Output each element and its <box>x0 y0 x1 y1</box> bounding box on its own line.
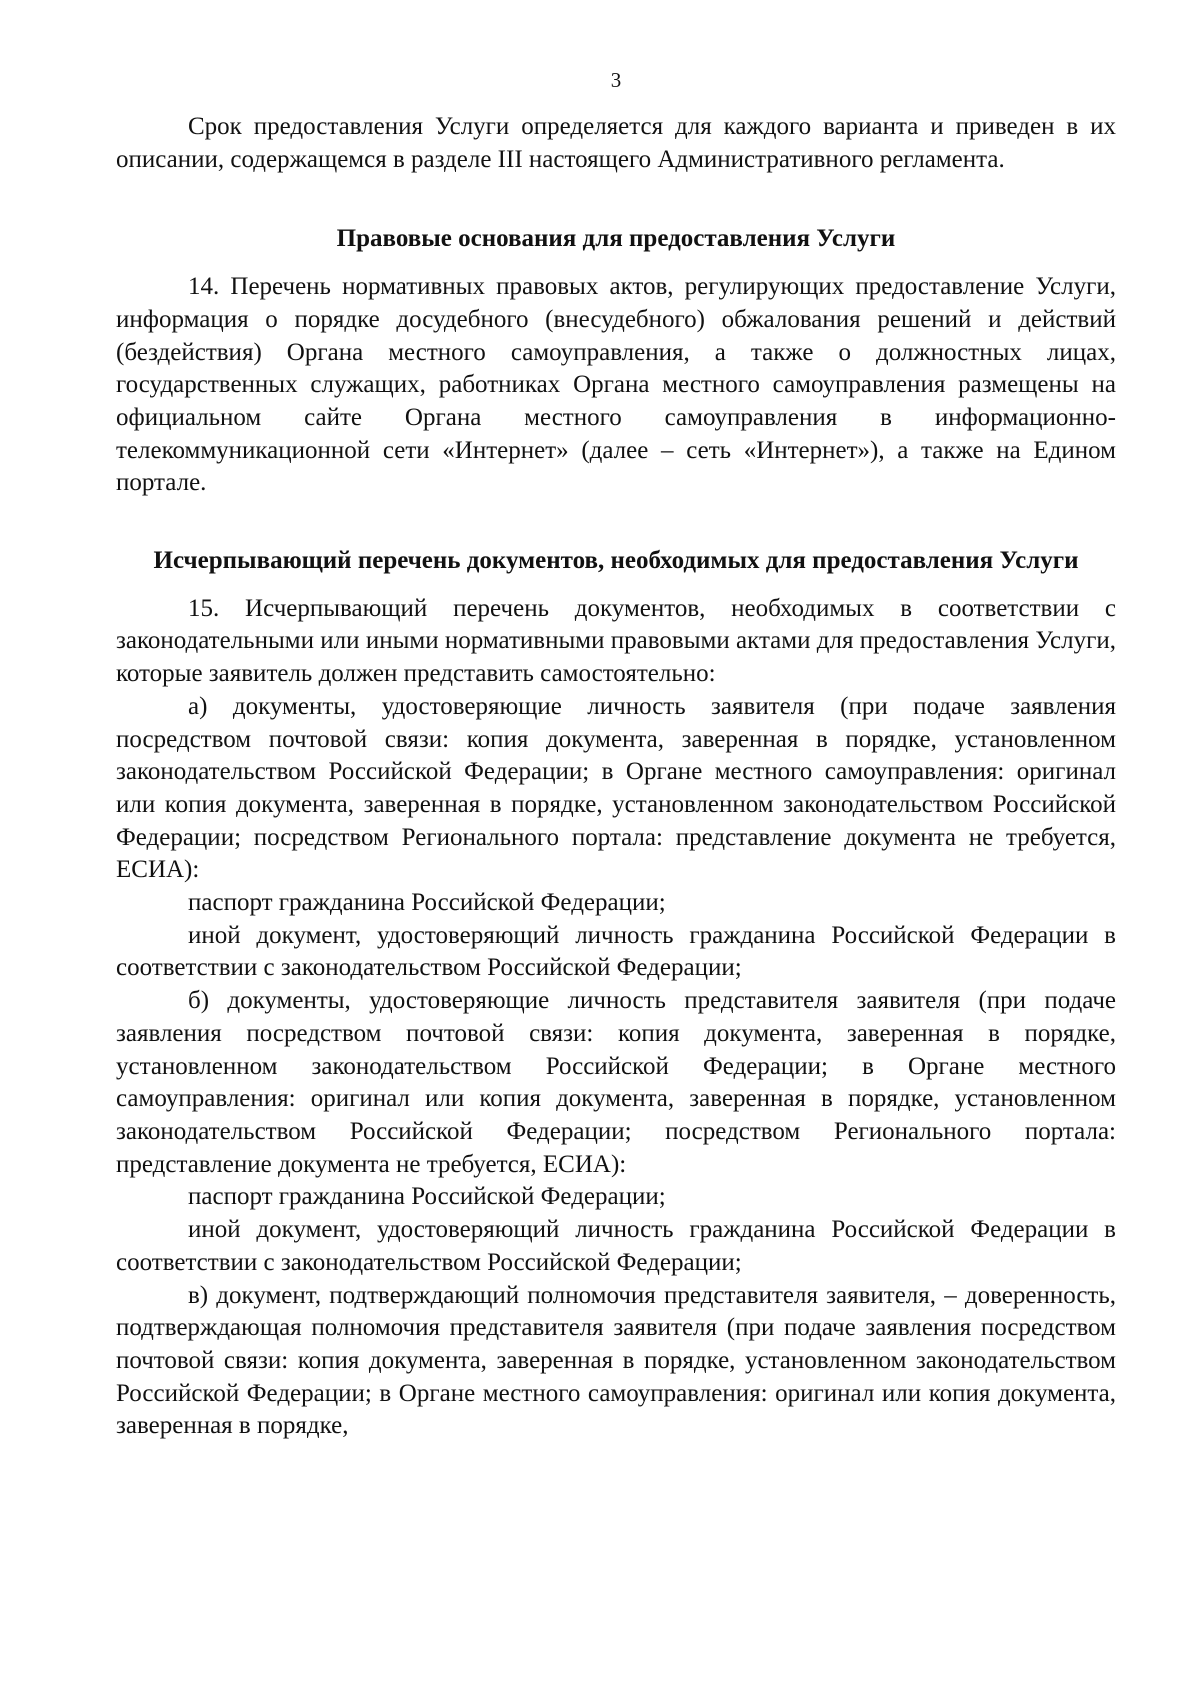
paragraph-item-b-passport: паспорт гражданина Российской Федерации; <box>188 1183 666 1211</box>
paragraph-item-a: а) документы, удостоверяющие личность заявителя (при подаче заявления посредством почтовой связи: копия документа, заверенная в порядке, установленном законодательством Российской Федерации; в Органе местного самоуправления: оригинал или копия документа, заверенная в порядке, установленном законодательством Российской Федерации; посредством Регионального портала: представление документа не требуется, ЕСИА): <box>116 692 1116 884</box>
paragraph-item-b-other-id: иной документ, удостоверяющий личность гражданина Российской Федерации в соответствии с законодательством Российской Федерации; <box>116 1216 1116 1276</box>
heading-documents-list: Исчерпывающий перечень документов, необходимых для предоставления Услуги <box>153 547 1079 575</box>
paragraph-14-legal-acts: 14. Перечень нормативных правовых актов, регулирующих предоставление Услуги, информация о порядке досудебного (внесудебного) обжалования решений и действий (бездействия) Органа местного самоуправления, а также о должностных лицах, государственных служащих, работниках Органа местного самоуправления размещены на официальном сайте Органа местного самоуправления в информационно-телекоммуникационной сети «Интернет» (далее – сеть «Интернет»), а также на Едином портале. <box>116 273 1116 497</box>
page-number: 3 <box>610 68 622 92</box>
paragraph-item-a-passport: паспорт гражданина Российской Федерации; <box>188 889 666 917</box>
paragraph-service-term: Срок предоставления Услуги определяется для каждого варианта и приведен в их описании, содержащемся в разделе III настоящего Административного регламента. <box>116 113 1116 173</box>
paragraph-item-b: б) документы, удостоверяющие личность представителя заявителя (при подаче заявления посредством почтовой связи: копия документа, заверенная в порядке, установленном законодательством Российской Федерации; в Органе местного самоуправления: оригинал или копия документа, заверенная в порядке, установленном законодательством Российской Федерации; посредством Регионального портала: представление документа не требуется, ЕСИА): <box>116 987 1116 1178</box>
paragraph-item-a-other-id: иной документ, удостоверяющий личность гражданина Российской Федерации в соответствии с законодательством Российской Федерации; <box>116 921 1116 982</box>
paragraph-item-v: в) документ, подтверждающий полномочия представителя заявителя, – доверенность, подтверждающая полномочия представителя заявителя (при подаче заявления посредством почтовой связи: копия документа, заверенная в порядке, установленном законодательством Российской Федерации; в Органе местного самоуправления: оригинал или копия документа, заверенная в порядке, <box>116 1281 1116 1440</box>
paragraph-15-documents: 15. Исчерпывающий перечень документов, необходимых в соответствии с законодательными или иными нормативными правовыми актами для предоставления Услуги, которые заявитель должен представить самостоятельно: <box>116 594 1116 688</box>
heading-legal-grounds: Правовые основания для предоставления Услуги <box>336 225 896 253</box>
